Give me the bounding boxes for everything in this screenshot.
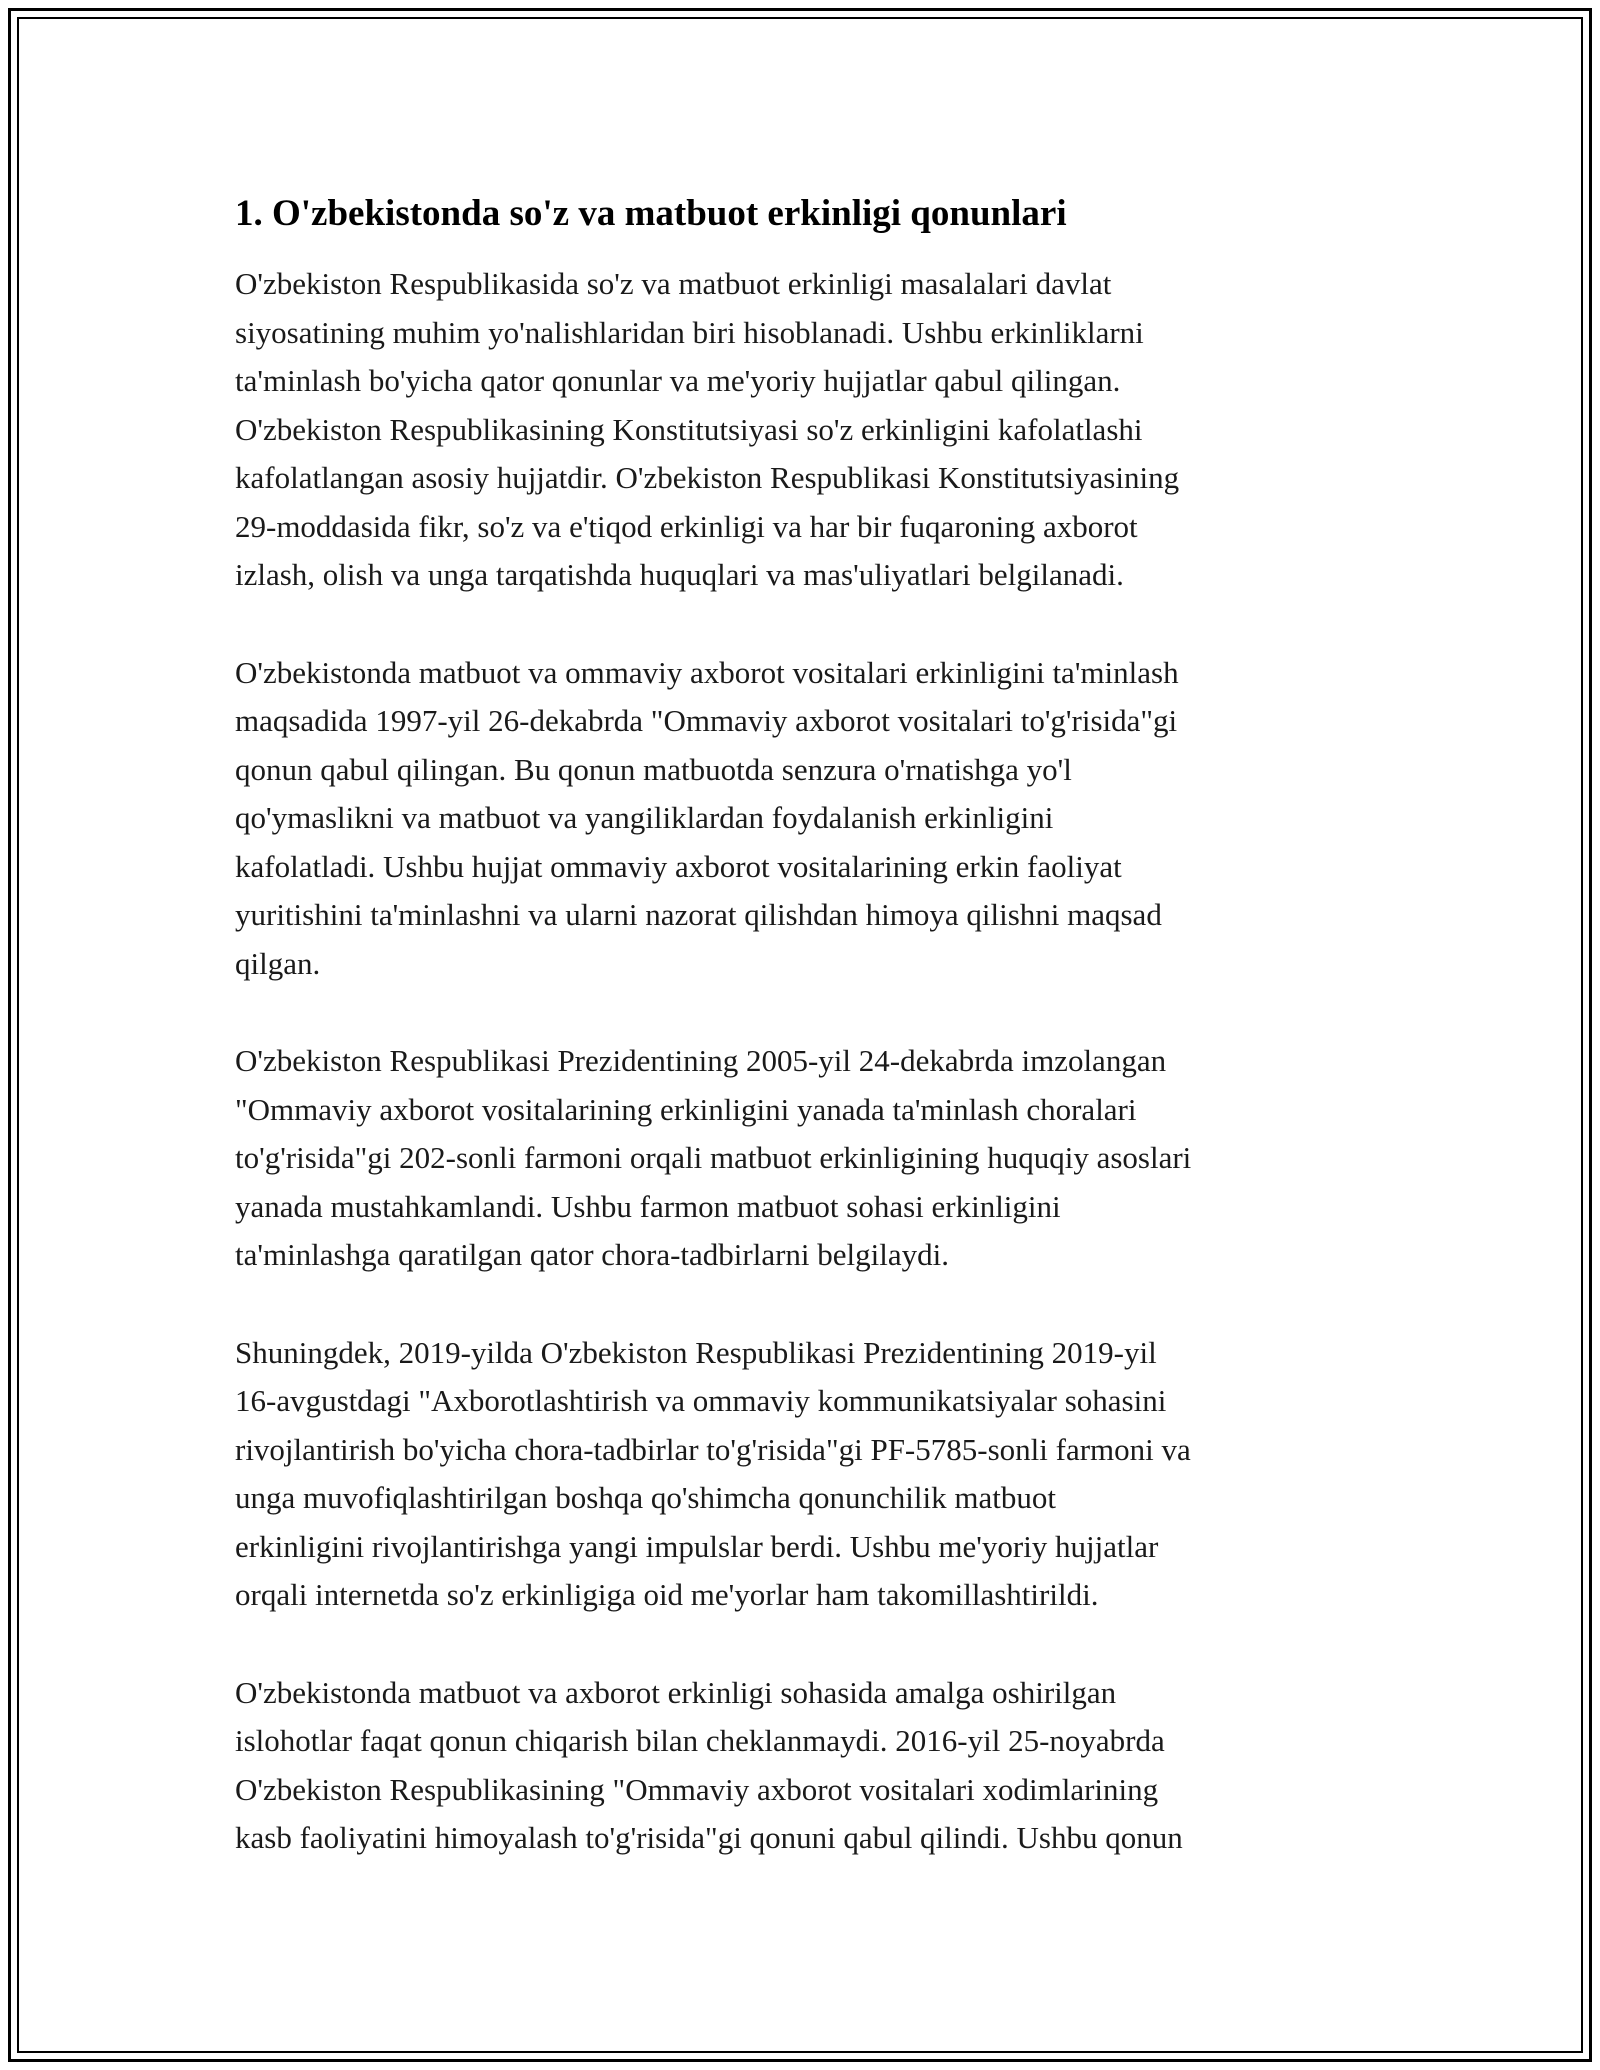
paragraph-line: Shuningdek, 2019-yilda O'zbekiston Respublikasi Prezidentining 2019-yil [235, 1334, 1157, 1370]
body-paragraph [235, 1037, 1375, 1280]
body-paragraph [235, 1329, 1375, 1620]
paragraph-line: to'g'risida"gi 202-sonli farmoni orqali matbuot erkinligining huquqiy asoslari [235, 1140, 1192, 1175]
paragraph-line: orqali internetda so'z erkinligiga oid me'yorlar ham takomillashtirildi. [235, 1577, 1099, 1612]
paragraph-line: O'zbekistonda matbuot va ommaviy axborot vositalari erkinligini ta'minlash [235, 654, 1179, 690]
paragraph-line: O'zbekiston Respublikasining "Ommaviy axborot vositalari xodimlarining [235, 1771, 1159, 1807]
document-body [235, 190, 1375, 1912]
paragraph-line: siyosatining muhim yo'nalishlaridan biri hisoblanadi. Ushbu erkinliklarni [235, 314, 1144, 350]
paragraph-line: erkinligini rivojlantirishga yangi impulslar berdi. Ushbu me'yoriy hujjatlar [235, 1528, 1159, 1564]
paragraph-line: 16-avgustdagi "Axborotlashtirish va ommaviy kommunikatsiyalar sohasini [235, 1383, 1167, 1418]
paragraph-line: kafolatlangan asosiy hujjatdir. O'zbekiston Respublikasi Konstitutsiyasining [235, 460, 1180, 495]
paragraph-line: unga muvofiqlashtirilgan boshqa qo'shimcha qonunchilik matbuot [235, 1480, 1056, 1515]
paragraph-line: "Ommaviy axborot vositalarining erkinligini yanada ta'minlash choralari [235, 1091, 1137, 1127]
body-paragraph [235, 1669, 1375, 1863]
paragraph-list [235, 260, 1375, 1863]
paragraph-line: qilgan. [235, 945, 321, 981]
paragraph-line: yuritishini ta'minlashni va ularni nazorat qilishdan himoya qilishni maqsad [235, 897, 1162, 932]
paragraph-line: kafolatladi. Ushbu hujjat ommaviy axborot vositalarining erkin faoliyat [235, 848, 1122, 884]
section-heading: 1. O'zbekistonda so'z va matbuot erkinligi qonunlari [235, 193, 1067, 234]
paragraph-line: qonun qabul qilingan. Bu qonun matbuotda senzura o'rnatishga yo'l [235, 751, 1072, 787]
paragraph-line: kasb faoliyatini himoyalash to'g'risida"gi qonuni qabul qilindi. Ushbu qonun [235, 1820, 1183, 1855]
body-paragraph [235, 260, 1375, 600]
body-paragraph [235, 649, 1375, 989]
paragraph-line: 29-moddasida fikr, so'z va e'tiqod erkinligi va har bir fuqaroning axborot [235, 508, 1138, 544]
paragraph-line: izlash, olish va unga tarqatishda huquqlari va mas'uliyatlari belgilanadi. [235, 557, 1124, 592]
paragraph-line: O'zbekiston Respublikasi Prezidentining 2005-yil 24-dekabrda imzolangan [235, 1043, 1167, 1078]
paragraph-line: qo'ymaslikni va matbuot va yangiliklardan foydalanish erkinligini [235, 800, 1054, 835]
paragraph-line: ta'minlash bo'yicha qator qonunlar va me'yoriy hujjatlar qabul qilingan. [235, 363, 1121, 398]
paragraph-line: O'zbekiston Respublikasida so'z va matbuot erkinligi masalalari davlat [235, 266, 1112, 301]
paragraph-line: ta'minlashga qaratilgan qator chora-tadbirlarni belgilaydi. [235, 1237, 950, 1272]
paragraph-line: islohotlar faqat qonun chiqarish bilan cheklanmaydi. 2016-yil 25-noyabrda [235, 1723, 1165, 1758]
paragraph-line: maqsadida 1997-yil 26-dekabrda "Ommaviy axborot vositalari to'g'risida"gi [235, 703, 1178, 738]
paragraph-line: O'zbekiston Respublikasining Konstitutsiyasi so'z erkinligini kafolatlashi [235, 411, 1143, 447]
paragraph-line: O'zbekistonda matbuot va axborot erkinligi sohasida amalga oshirilgan [235, 1674, 1117, 1710]
paragraph-line: rivojlantirish bo'yicha chora-tadbirlar to'g'risida"gi PF-5785-sonli farmoni va [235, 1431, 1191, 1467]
paragraph-line: yanada mustahkamlandi. Ushbu farmon matbuot sohasi erkinligini [235, 1188, 1061, 1224]
